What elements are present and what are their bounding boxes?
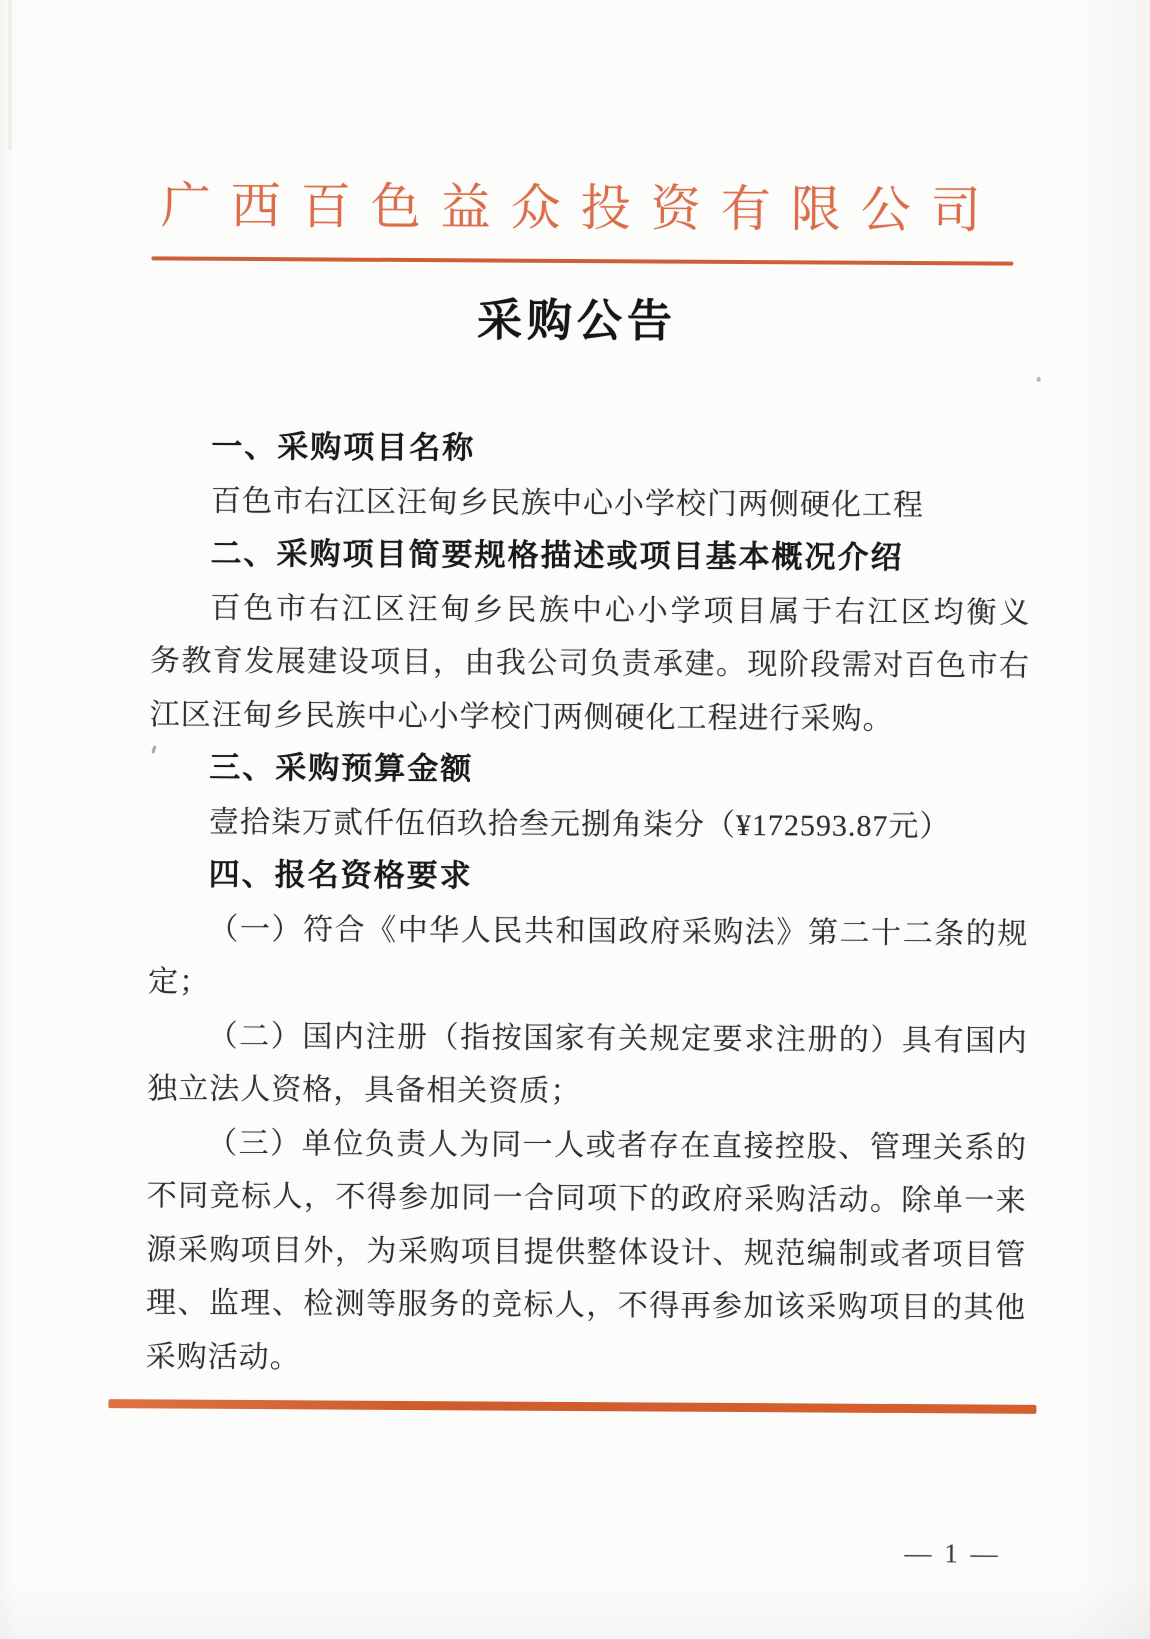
project-overview-line-1: 百色市右江区汪甸乡民族中心小学项目属于右江区均衡义	[210, 591, 1031, 630]
qualification-item-1-line-1: （一）符合《中华人民共和国政府采购法》第二十二条的规	[208, 912, 1029, 951]
page-number: — 1 —	[904, 1538, 1001, 1569]
section-4-heading: 四、报名资格要求	[208, 856, 473, 895]
qualification-item-3-line-4: 理、监理、检测等服务的竞标人，不得再参加该采购项目的其他	[145, 1286, 1027, 1325]
qualification-item-3-line-3: 源采购项目外，为采购项目提供整体设计、规范编制或者项目管	[146, 1232, 1027, 1272]
section-2-heading: 二、采购项目简要规格描述或项目基本概况介绍	[210, 535, 904, 577]
qualification-item-3-line-1: （三）单位负责人为同一人或者存在直接控股、管理关系的	[206, 1126, 1028, 1165]
document-body	[146, 420, 1032, 1388]
qualification-item-2-line-2: 独立法人资格，具备相关资质；	[147, 1072, 582, 1109]
budget-amount-line: 壹拾柒万贰仟伍佰玖拾叁元捌角柒分（¥172593.87元）	[208, 805, 951, 843]
project-overview-line-3: 江区汪甸乡民族中心小学校门两侧硬化工程进行采购。	[149, 697, 894, 736]
section-1-heading: 一、采购项目名称	[211, 428, 476, 467]
qualification-item-2-line-1: （二）国内注册（指按国家有关规定要求注册的）具有国内	[207, 1019, 1028, 1058]
document-title: 采购公告	[476, 293, 678, 348]
qualification-item-3-line-2: 不同竞标人，不得参加同一合同项下的政府采购活动。除单一来	[146, 1179, 1027, 1218]
project-name-line: 百色市右江区汪甸乡民族中心小学校门两侧硬化工程	[210, 484, 925, 522]
footer-rule	[108, 1399, 1036, 1414]
qualification-item-1-line-2: 定；	[147, 965, 211, 999]
project-overview-line-2: 务教育发展建设项目，由我公司负责承建。现阶段需对百色市右	[149, 644, 1031, 683]
qualification-item-3-line-5: 采购活动。	[145, 1339, 301, 1374]
letterhead-company-name: 广西百色益众投资有限公司	[160, 177, 1001, 239]
section-3-heading: 三、采购预算金额	[209, 749, 474, 788]
scan-speck	[1037, 377, 1041, 382]
letterhead-rule	[151, 256, 1013, 265]
